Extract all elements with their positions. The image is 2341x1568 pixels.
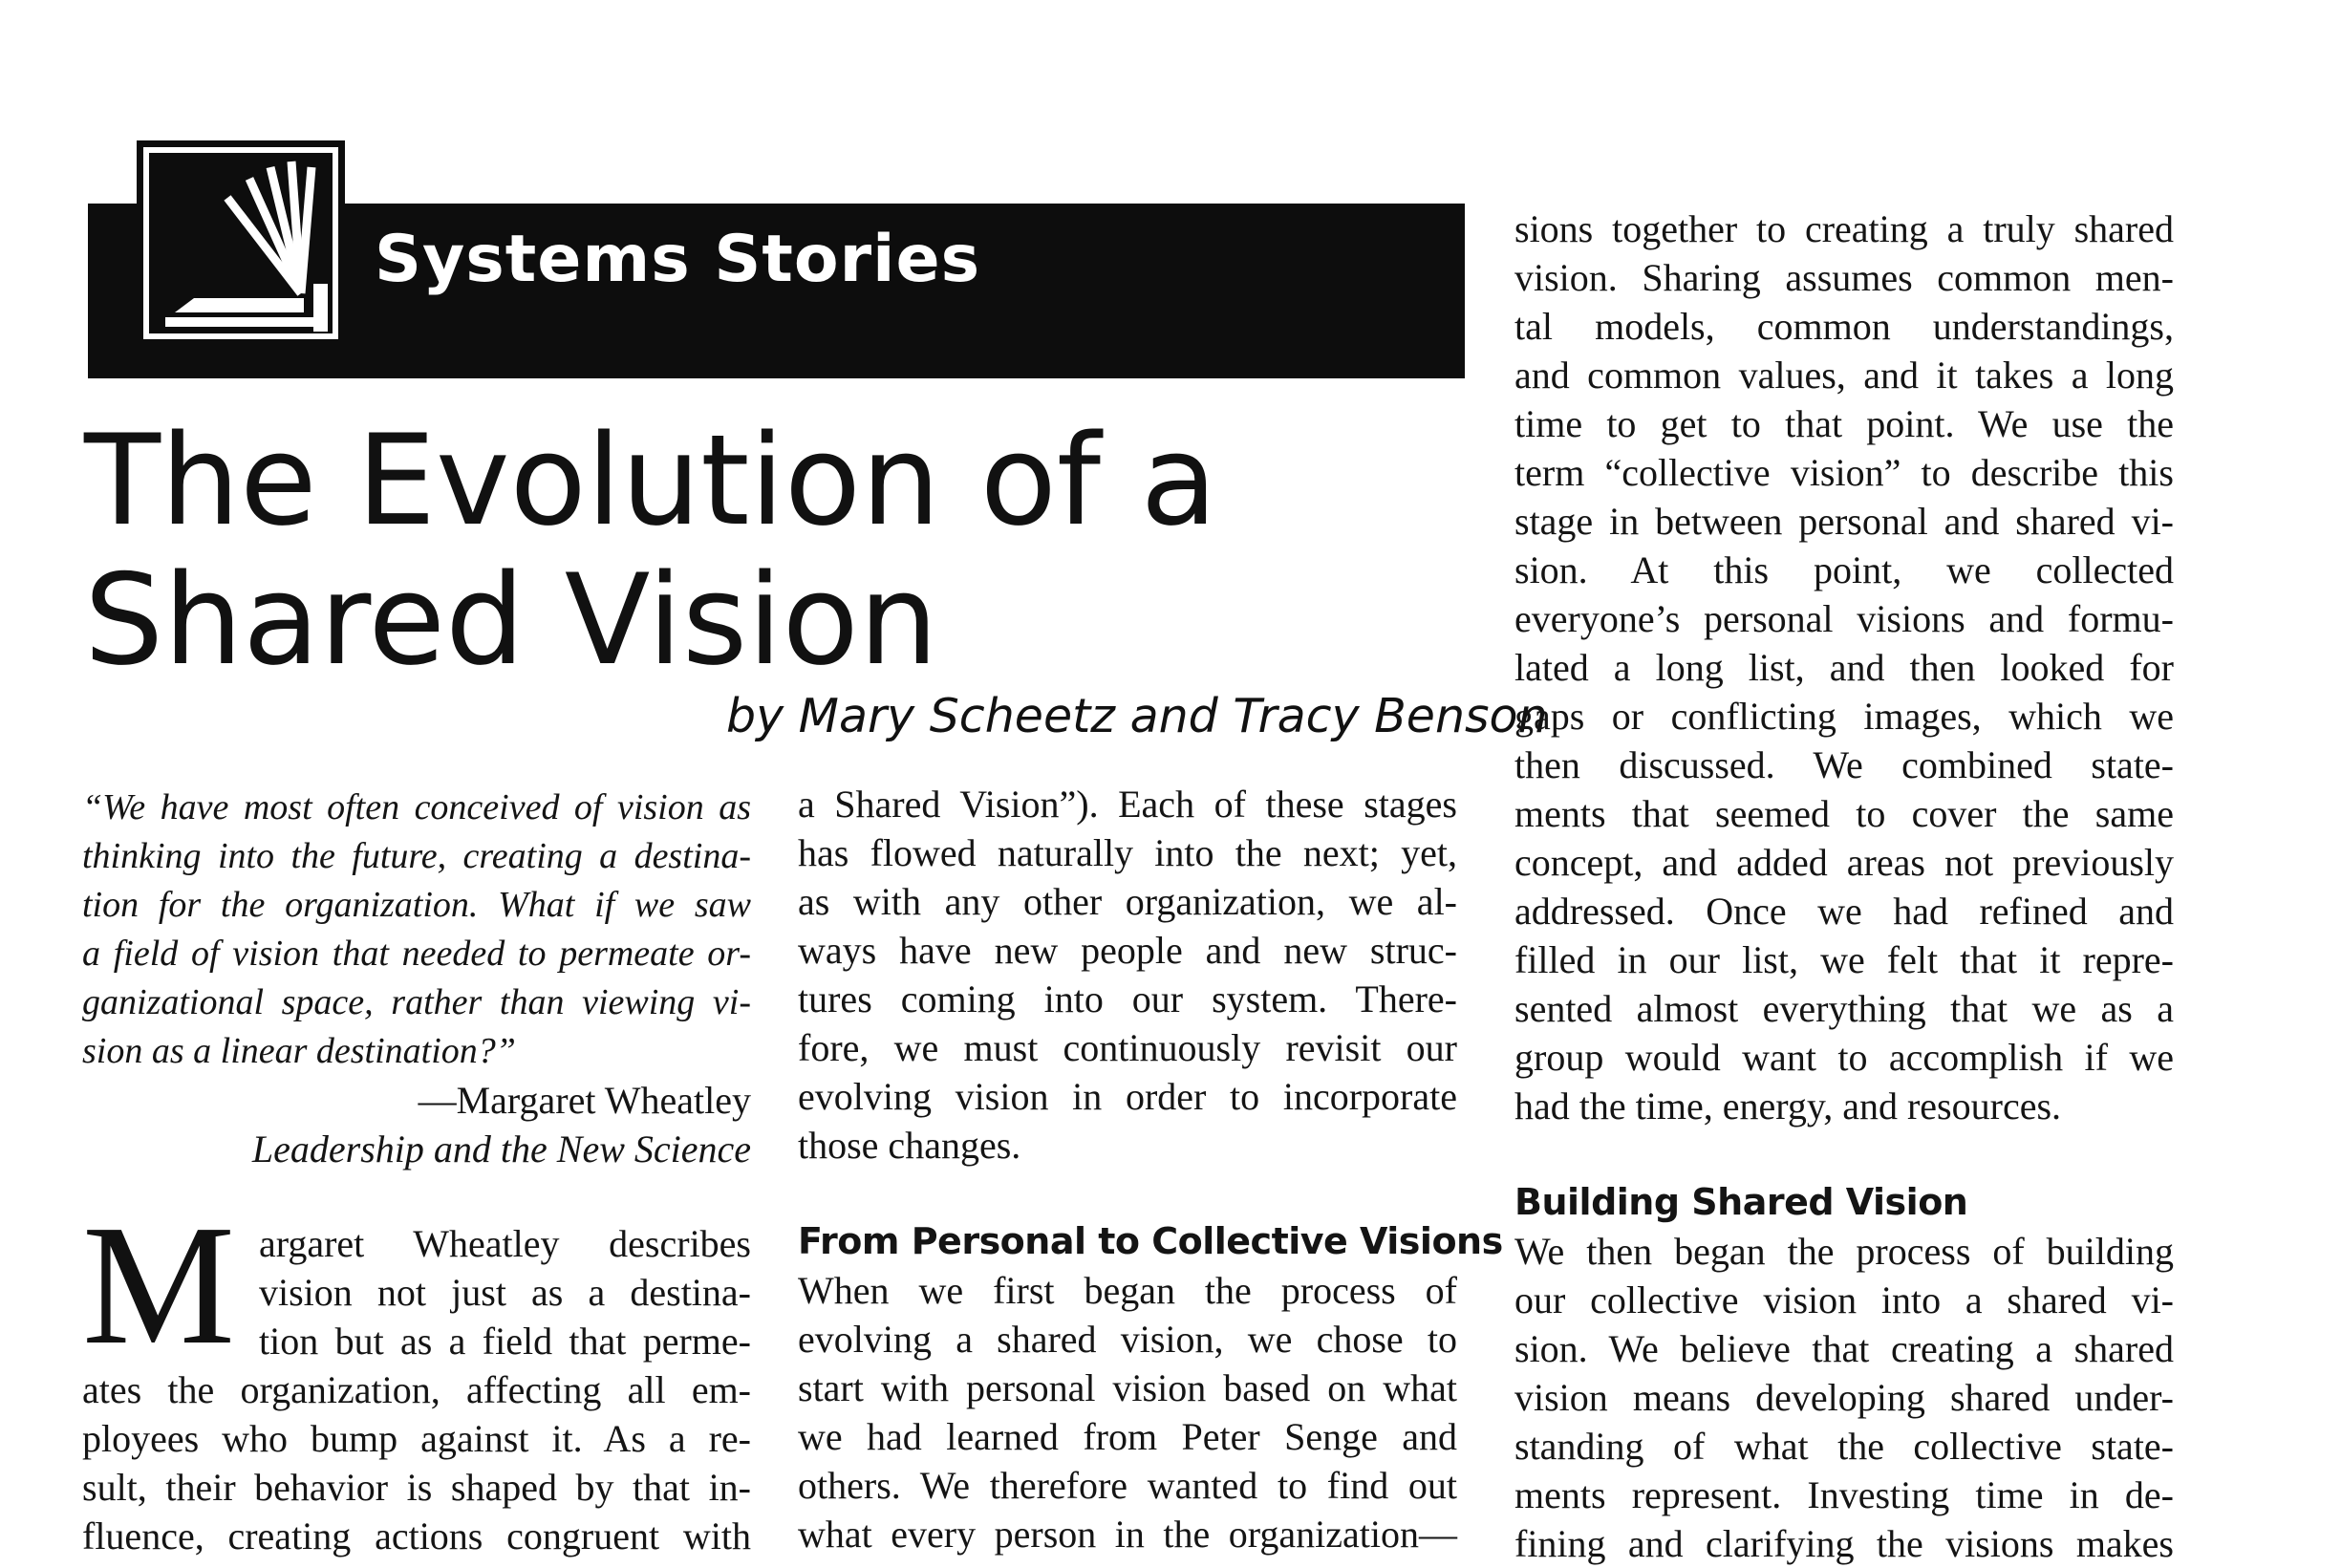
epigraph-line: “We have most often conceived of vision as [82,787,751,827]
body-column-3 [1514,204,2174,1568]
body-line: addressed. Once we had refined and [1514,890,2174,933]
article-title [84,407,1326,693]
section-heading-building: Building Shared Vision [1514,1181,1968,1223]
epigraph-line: thinking into the future, creating a destina- [82,836,751,876]
byline: by Mary Scheetz and Tracy Benson [726,689,1548,743]
body-line: had the time, energy, and resources. [1514,1085,2062,1128]
body-line: a Shared Vision”). Each of these stages [798,783,1457,826]
body-line: We then began the process of building [1514,1230,2174,1273]
body-line: standing of what the collective state- [1514,1425,2174,1468]
article-title-line-2: Shared Vision [84,547,938,693]
body-line: then discussed. We combined state- [1514,743,2174,786]
article-title-line-1: The Evolution of a [84,407,1217,553]
body-line: gaps or conflicting images, which we [1514,695,2174,738]
body-line: has flowed naturally into the next; yet, [798,831,1457,874]
body-line: ployees who bump against it. As a re- [82,1417,751,1460]
epigraph-source: Leadership and the New Science [251,1128,751,1171]
body-line: fluence, creating actions congruent with [82,1514,751,1557]
open-book-icon [137,140,345,346]
body-line: ments represent. Investing time in de- [1514,1473,2174,1516]
body-line: as with any other organization, we al- [798,880,1457,923]
body-line: ments that seemed to cover the same [1514,792,2174,835]
body-line: ways have new people and new struc- [798,929,1457,972]
body-line: everyone’s personal visions and formu- [1514,597,2174,640]
body-line: and common values, and it takes a long [1514,354,2174,397]
body-line: fore, we must continuously revisit our [798,1026,1457,1069]
body-line: vision. Sharing assumes common men- [1514,256,2174,299]
body-line: term “collective vision” to describe this [1514,451,2174,494]
body-line: tion but as a field that perme- [259,1320,751,1363]
body-line: stage in between personal and shared vi- [1514,500,2174,543]
body-line: those changes. [798,1124,1021,1167]
body-line: sult, their behavior is shaped by that in- [82,1466,751,1509]
body-line: sented almost everything that we as a [1514,987,2174,1030]
epigraph-line: tion for the organization. What if we saw [82,885,751,925]
body-line: our collective vision into a shared vi- [1514,1278,2174,1321]
body-line: lated a long list, and then looked for [1514,646,2174,689]
body-line: argaret Wheatley describes [259,1222,751,1265]
body-line: time to get to that point. We use the [1514,402,2174,445]
body-line: sion. At this point, we collected [1514,548,2174,591]
section-title: Systems Stories [375,222,981,297]
body-line: concept, and added areas not previously [1514,841,2174,884]
body-line: tal models, common understandings, [1514,305,2174,348]
body-line: fining and clarifying the visions makes [1514,1522,2174,1565]
body-line: vision not just as a destina- [259,1271,751,1314]
body-column-1 [82,1219,751,1560]
body-line: vision means developing shared under- [1514,1376,2174,1419]
body-line: group would want to accomplish if we [1514,1036,2174,1079]
drop-cap: M [82,1190,236,1380]
body-line: others. We therefore wanted to find out [798,1464,1457,1507]
body-column-2 [798,780,1503,1558]
body-line: evolving vision in order to incorporate [798,1075,1457,1118]
body-line: ates the organization, affecting all em- [82,1368,751,1411]
body-line: sions together to creating a truly shared [1514,207,2174,250]
epigraph-line: a field of vision that needed to permeate or- [82,934,751,974]
body-line: start with personal vision based on what [798,1366,1457,1409]
epigraph-line: ganizational space, rather than viewing vi- [82,982,751,1022]
epigraph-line: sion as a linear destination?” [82,1031,516,1071]
epigraph-attribution: —Margaret Wheatley [418,1079,751,1122]
body-line: sion. We believe that creating a shared [1514,1327,2174,1370]
epigraph [82,784,751,1173]
body-line: When we first began the process of [798,1269,1457,1312]
body-line: what every person in the organization— [798,1513,1457,1556]
body-line: we had learned from Peter Senge and [798,1415,1457,1458]
body-line: evolving a shared vision, we chose to [798,1318,1457,1361]
section-heading-personal: From Personal to Collective Visions [798,1220,1503,1262]
body-line: tures coming into our system. There- [798,977,1457,1020]
body-line: filled in our list, we felt that it repre- [1514,938,2174,981]
